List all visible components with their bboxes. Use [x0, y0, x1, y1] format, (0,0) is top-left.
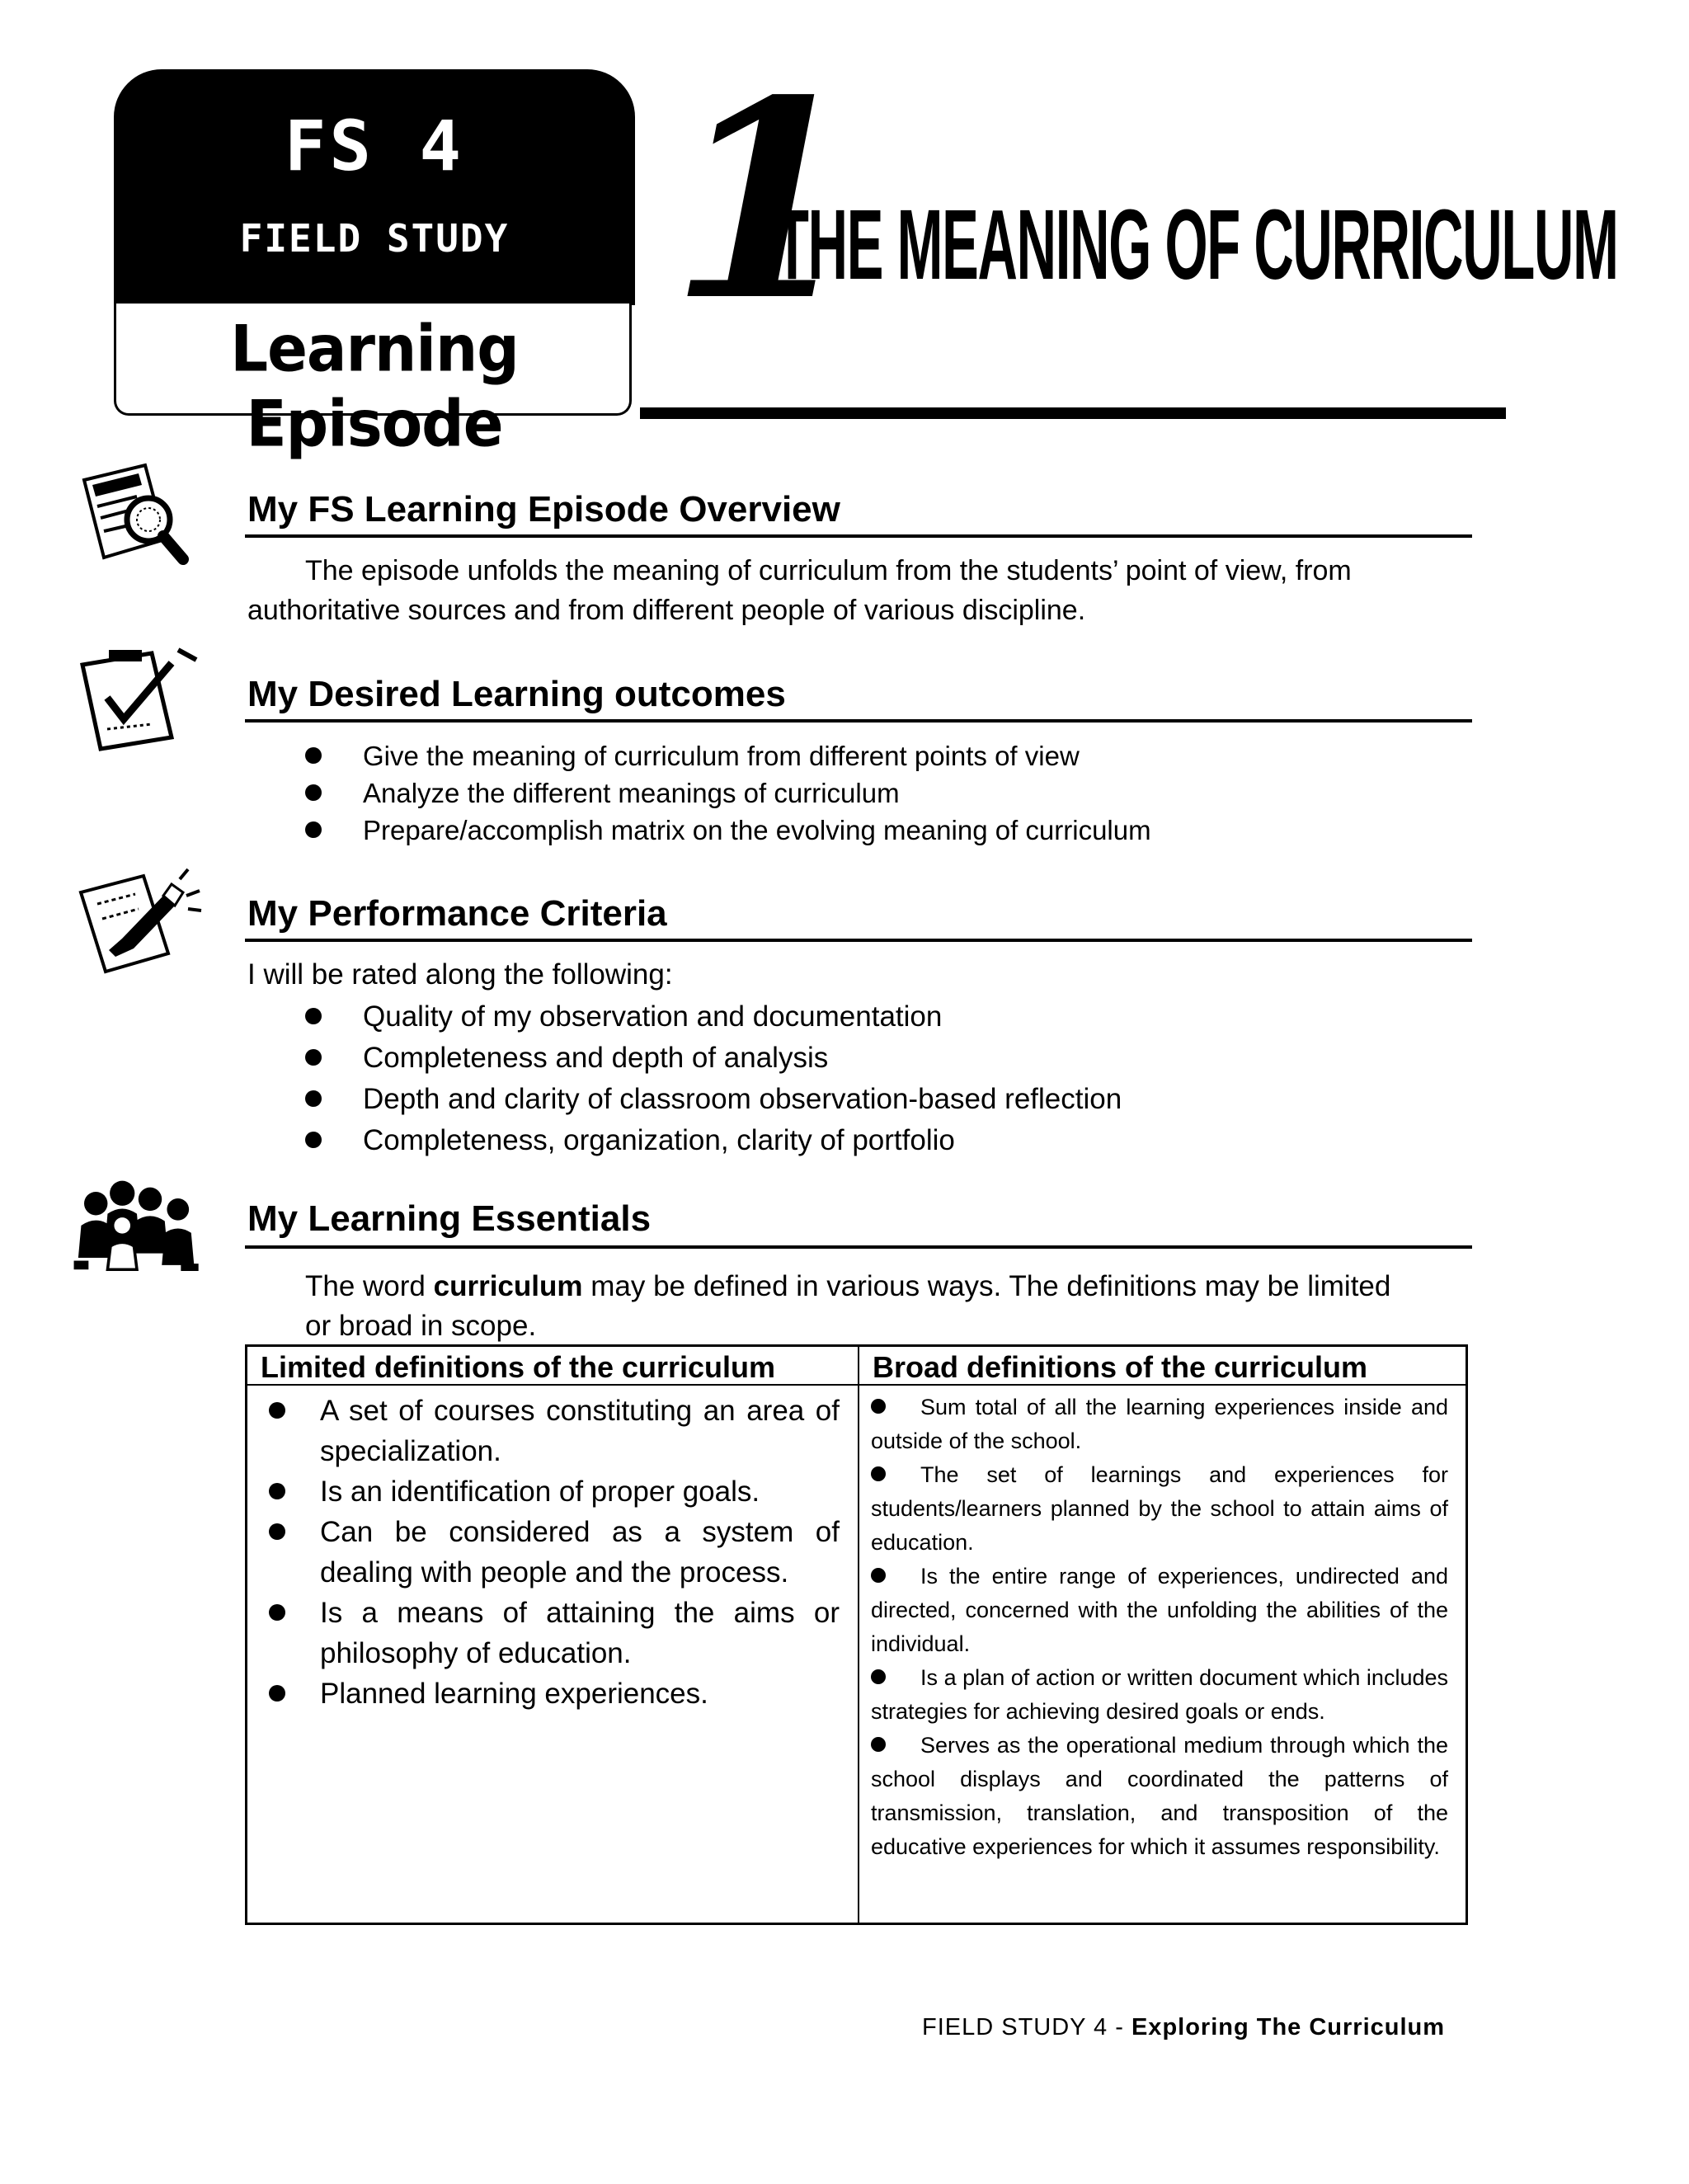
- limited-definitions-list: [262, 1391, 840, 1714]
- pen-clipboard-icon: [73, 868, 205, 975]
- page-title: THE MEANING OF CURRICULUM: [775, 188, 1618, 300]
- list-item: Quality of my observation and documentation: [305, 996, 1122, 1038]
- intro-text: The word: [305, 1270, 434, 1302]
- overview-rule: [245, 534, 1472, 538]
- title-rule: [640, 407, 1506, 419]
- table-cell-item: Planned learning experiences.: [262, 1673, 840, 1714]
- checklist-clipboard-icon: [73, 647, 205, 754]
- table-cell-item: [871, 1729, 1448, 1864]
- broad-definitions-list: [871, 1391, 1448, 1864]
- list-item: Completeness and depth of analysis: [305, 1038, 1122, 1079]
- badge-subtitle: FIELD STUDY: [239, 216, 510, 261]
- table-cell-item: [871, 1661, 1448, 1729]
- bullet-icon: [871, 1669, 886, 1684]
- magnifier-document-icon: [73, 460, 205, 567]
- list-item: Prepare/accomplish matrix on the evolving meaning of curriculum: [305, 812, 1151, 849]
- broad-definition-text: Serves as the operational medium through which the school displays and coordinated the patterns of transmission, translation, and transposition of the educative experiences for which it assumes responsibility.: [871, 1733, 1448, 1859]
- table-cell-item: [871, 1560, 1448, 1661]
- table-header-limited: Limited definitions of the curriculum: [261, 1350, 776, 1384]
- list-item: Analyze the different meanings of curriculum: [305, 774, 1151, 812]
- header-divider: [245, 1384, 1468, 1386]
- overview-text-line2: authoritative sources and from different people of various discipline.: [247, 595, 1086, 626]
- broad-definition-text: Sum total of all the learning experiences inside and outside of the school.: [871, 1395, 1448, 1453]
- overview-text-line1: The episode unfolds the meaning of curriculum from the students’ point of view, from: [305, 555, 1352, 586]
- criteria-list: [305, 996, 1122, 1161]
- list-item: Completeness, organization, clarity of portfolio: [305, 1120, 1122, 1161]
- criteria-rule: [245, 939, 1472, 942]
- outcomes-rule: [245, 719, 1472, 723]
- criteria-intro: I will be rated along the following:: [247, 958, 673, 991]
- bullet-icon: [871, 1399, 886, 1414]
- table-header-broad: Broad definitions of the curriculum: [873, 1350, 1368, 1384]
- table-cell-item: Can be considered as a system of dealing with people and the process.: [262, 1512, 840, 1593]
- broad-definition-text: Is the entire range of experiences, undirected and directed, concerned with the unfolding the abilities of the individual.: [871, 1564, 1448, 1656]
- overview-heading: My FS Learning Episode Overview: [247, 489, 840, 530]
- episode-number: 1: [670, 40, 859, 360]
- list-item: Depth and clarity of classroom observation-based reflection: [305, 1079, 1122, 1120]
- column-divider: [858, 1344, 859, 1925]
- intro-text: may be defined in various ways. The definitions may be limited: [582, 1270, 1391, 1302]
- footer-series: FIELD STUDY 4 -: [922, 2014, 1131, 2040]
- essentials-intro-line2: or broad in scope.: [305, 1310, 537, 1342]
- intro-keyword: curriculum: [433, 1270, 583, 1302]
- bullet-icon: [871, 1737, 886, 1752]
- table-cell-item: [871, 1458, 1448, 1560]
- essentials-intro: [305, 1267, 1390, 1306]
- essentials-rule: [245, 1245, 1472, 1249]
- table-cell-item: Is a means of attaining the aims or philosophy of education.: [262, 1593, 840, 1673]
- list-item: Give the meaning of curriculum from different points of view: [305, 737, 1151, 774]
- people-group-icon: [71, 1171, 203, 1278]
- badge-label: Learning Episode: [230, 311, 519, 461]
- bullet-icon: [871, 1568, 886, 1583]
- essentials-heading: My Learning Essentials: [247, 1198, 652, 1239]
- outcomes-list: [305, 737, 1151, 849]
- table-cell-item: Is an identification of proper goals.: [262, 1471, 840, 1512]
- table-cell-item: [871, 1391, 1448, 1458]
- table-cell-item: A set of courses constituting an area of specialization.: [262, 1391, 840, 1471]
- badge-top: [114, 69, 635, 305]
- outcomes-heading: My Desired Learning outcomes: [247, 674, 786, 714]
- broad-definition-text: The set of learnings and experiences for students/learners planned by the school to attain aims of education.: [871, 1462, 1448, 1555]
- bullet-icon: [871, 1466, 886, 1481]
- broad-definition-text: Is a plan of action or written document which includes strategies for achieving desired goals or ends.: [871, 1665, 1448, 1724]
- footer-subtitle: Exploring The Curriculum: [1131, 2014, 1446, 2040]
- criteria-heading: My Performance Criteria: [247, 893, 667, 934]
- badge-code: FS 4: [284, 106, 465, 186]
- page-footer: [922, 2014, 1445, 2041]
